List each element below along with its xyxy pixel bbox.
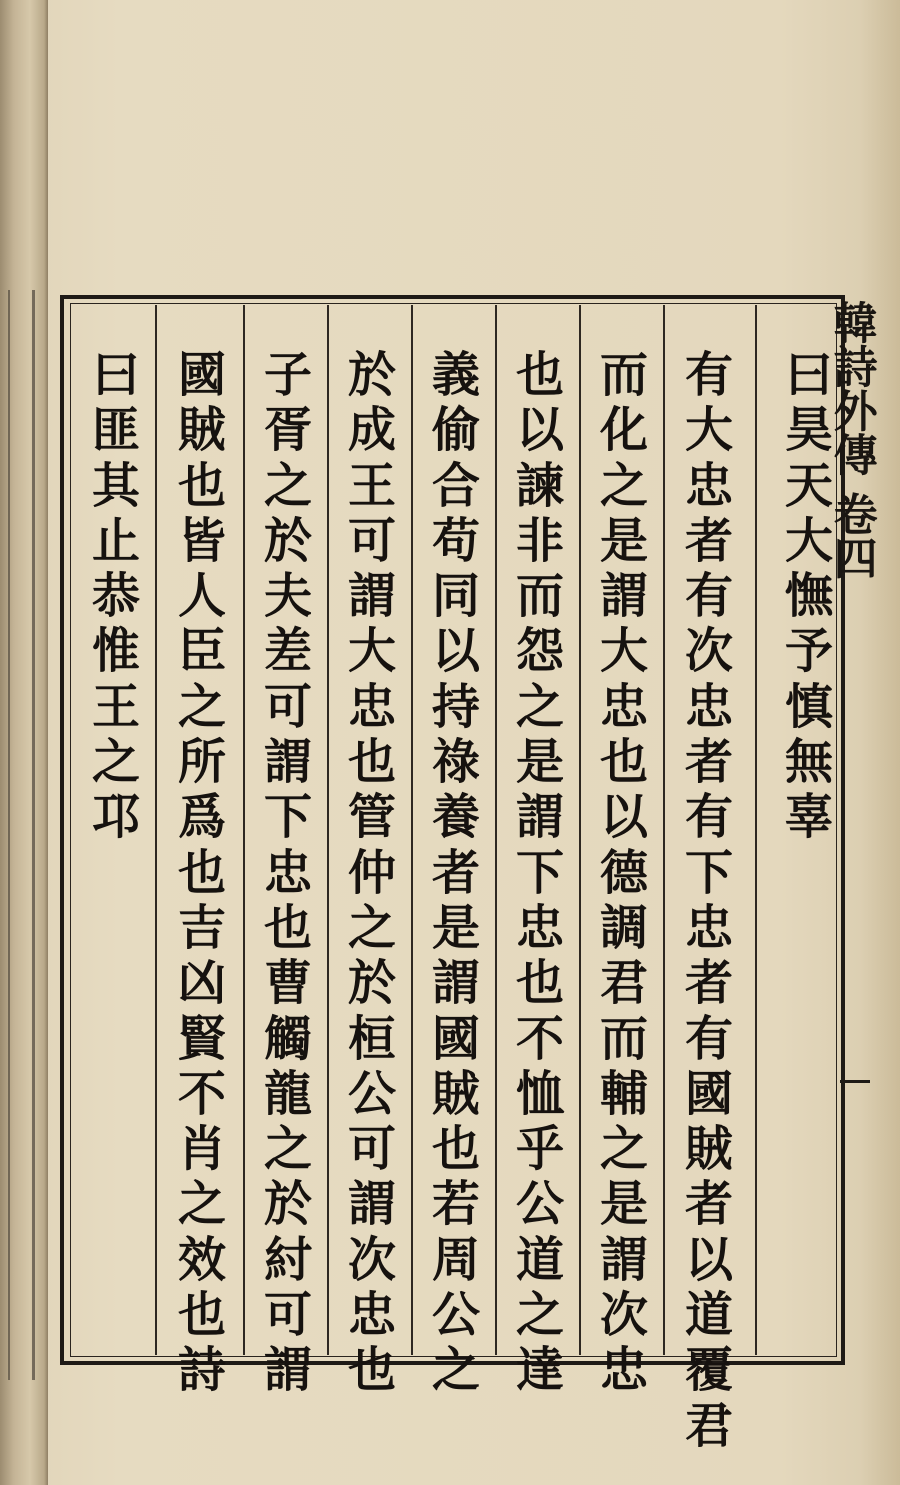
character: 胥	[264, 402, 313, 459]
character: 凶	[178, 955, 227, 1012]
character: 也	[432, 1121, 481, 1178]
character: 養	[432, 789, 481, 846]
character: 苟	[432, 512, 481, 569]
character: 也	[264, 899, 313, 956]
character: 乎	[516, 1121, 565, 1178]
character: 忠	[600, 678, 649, 735]
character: 差	[264, 623, 313, 680]
column-rule	[755, 305, 757, 1355]
character: 下	[516, 844, 565, 901]
text-column	[348, 348, 396, 1399]
character: 國	[178, 347, 227, 403]
character: 同	[432, 568, 481, 625]
character: 公	[348, 1065, 397, 1122]
character: 謂	[348, 568, 397, 625]
character: 觸	[264, 1010, 313, 1067]
page-number-mark	[840, 1080, 870, 1083]
character: 曰	[92, 347, 141, 403]
character: 曰	[785, 347, 834, 403]
character: 止	[92, 512, 141, 569]
column-rule	[663, 305, 665, 1355]
character: 謂	[348, 1176, 397, 1233]
character: 之	[600, 1121, 649, 1178]
character: 國	[432, 1010, 481, 1067]
character: 者	[685, 955, 734, 1012]
character: 是	[432, 899, 481, 956]
column-rule	[155, 305, 157, 1355]
character: 公	[516, 1176, 565, 1233]
character: 而	[600, 1010, 649, 1067]
character: 忠	[685, 457, 734, 514]
column-rule	[411, 305, 413, 1355]
character: 邛	[92, 789, 141, 846]
character: 之	[178, 1176, 227, 1233]
character: 也	[178, 457, 227, 514]
character: 而	[516, 568, 565, 625]
character: 惟	[92, 623, 141, 680]
character: 可	[348, 512, 397, 569]
character: 以	[685, 1231, 734, 1288]
character: 非	[516, 512, 565, 569]
text-column	[685, 348, 733, 1454]
character: 是	[516, 734, 565, 791]
character: 賊	[432, 1065, 481, 1122]
character: 國	[685, 1065, 734, 1122]
character: 是	[600, 1176, 649, 1233]
character: 所	[178, 734, 227, 791]
character: 德	[600, 844, 649, 901]
character: 次	[685, 623, 734, 680]
character: 大	[785, 512, 834, 569]
character: 可	[264, 678, 313, 735]
character: 謂	[432, 955, 481, 1012]
character: 也	[178, 1287, 227, 1344]
character: 肖	[178, 1121, 227, 1178]
character: 爲	[178, 789, 227, 846]
previous-page-edge	[8, 290, 35, 1380]
character: 於	[264, 1176, 313, 1233]
character: 忠	[348, 678, 397, 735]
character: 人	[178, 568, 227, 625]
column-rule	[495, 305, 497, 1355]
character: 於	[348, 347, 397, 403]
character: 怨	[516, 623, 565, 680]
character: 有	[685, 568, 734, 625]
character: 之	[516, 1287, 565, 1344]
character: 而	[600, 347, 649, 403]
character: 謂	[264, 1342, 313, 1399]
character: 之	[516, 678, 565, 735]
character: 忠	[600, 1342, 649, 1399]
character: 於	[264, 512, 313, 569]
character: 道	[685, 1287, 734, 1344]
character: 詩	[178, 1342, 227, 1399]
character: 有	[685, 789, 734, 846]
character: 忠	[685, 678, 734, 735]
column-rule	[243, 305, 245, 1355]
character: 有	[685, 347, 734, 403]
character: 曹	[264, 955, 313, 1012]
character: 臣	[178, 623, 227, 680]
character: 成	[348, 402, 397, 459]
text-column	[178, 348, 226, 1399]
character: 者	[685, 1176, 734, 1233]
character: 下	[264, 789, 313, 846]
character: 也	[348, 1342, 397, 1399]
character: 持	[432, 678, 481, 735]
text-column	[785, 348, 833, 846]
character: 化	[600, 402, 649, 459]
character: 之	[178, 678, 227, 735]
character: 憮	[785, 568, 834, 625]
character: 者	[685, 512, 734, 569]
text-column	[92, 348, 140, 846]
character: 達	[516, 1342, 565, 1399]
character: 謂	[516, 789, 565, 846]
character: 之	[600, 457, 649, 514]
character: 大	[685, 402, 734, 459]
character: 王	[348, 457, 397, 514]
character: 予	[785, 623, 834, 680]
character: 也	[516, 347, 565, 403]
character: 昊	[785, 402, 834, 459]
character: 子	[264, 347, 313, 403]
character: 忠	[516, 899, 565, 956]
character: 之	[264, 457, 313, 514]
character: 皆	[178, 512, 227, 569]
character: 恭	[92, 568, 141, 625]
character: 賊	[685, 1121, 734, 1178]
text-column	[432, 348, 480, 1399]
character: 也	[600, 734, 649, 791]
character: 忠	[264, 844, 313, 901]
character: 桓	[348, 1010, 397, 1067]
character: 君	[600, 955, 649, 1012]
character: 賊	[178, 402, 227, 459]
character: 公	[432, 1287, 481, 1344]
character: 可	[264, 1287, 313, 1344]
character: 也	[516, 955, 565, 1012]
character: 之	[348, 899, 397, 956]
character: 仲	[348, 844, 397, 901]
character: 謂	[600, 568, 649, 625]
character: 次	[348, 1231, 397, 1288]
character: 慎	[785, 678, 834, 735]
character: 之	[264, 1121, 313, 1178]
text-column	[264, 348, 312, 1399]
character: 管	[348, 789, 397, 846]
character: 其	[92, 457, 141, 514]
character: 若	[432, 1176, 481, 1233]
character: 龍	[264, 1065, 313, 1122]
character: 忠	[685, 899, 734, 956]
character: 恤	[516, 1065, 565, 1122]
character: 謂	[600, 1231, 649, 1288]
character: 義	[432, 347, 481, 403]
character: 祿	[432, 734, 481, 791]
character: 以	[600, 789, 649, 846]
character: 不	[178, 1065, 227, 1122]
text-column	[600, 348, 648, 1399]
character: 夫	[264, 568, 313, 625]
character: 無	[785, 734, 834, 791]
character: 吉	[178, 899, 227, 956]
character: 匪	[92, 402, 141, 459]
character: 大	[600, 623, 649, 680]
character: 也	[178, 844, 227, 901]
character: 下	[685, 844, 734, 901]
character: 諫	[516, 457, 565, 514]
character: 之	[92, 734, 141, 791]
character: 忠	[348, 1287, 397, 1344]
character: 者	[432, 844, 481, 901]
column-rule	[327, 305, 329, 1355]
character: 是	[600, 512, 649, 569]
character: 天	[785, 457, 834, 514]
character: 調	[600, 899, 649, 956]
character: 合	[432, 457, 481, 514]
character: 效	[178, 1231, 227, 1288]
character: 王	[92, 678, 141, 735]
column-rule	[579, 305, 581, 1355]
character: 次	[600, 1287, 649, 1344]
character: 以	[516, 402, 565, 459]
character: 之	[432, 1342, 481, 1399]
character: 覆	[685, 1342, 734, 1399]
edge-header-text: 韓詩外傳 卷四	[825, 300, 877, 580]
character: 紂	[264, 1231, 313, 1288]
character: 也	[348, 734, 397, 791]
character: 大	[348, 623, 397, 680]
character: 周	[432, 1231, 481, 1288]
character: 道	[516, 1231, 565, 1288]
character: 於	[348, 955, 397, 1012]
character: 以	[432, 623, 481, 680]
character: 謂	[264, 734, 313, 791]
character: 偷	[432, 402, 481, 459]
character: 君	[685, 1397, 734, 1454]
text-column	[516, 348, 564, 1399]
character: 者	[685, 734, 734, 791]
character: 有	[685, 1010, 734, 1067]
character: 輔	[600, 1065, 649, 1122]
character: 可	[348, 1121, 397, 1178]
character: 賢	[178, 1010, 227, 1067]
character: 不	[516, 1010, 565, 1067]
character: 辜	[785, 789, 834, 846]
